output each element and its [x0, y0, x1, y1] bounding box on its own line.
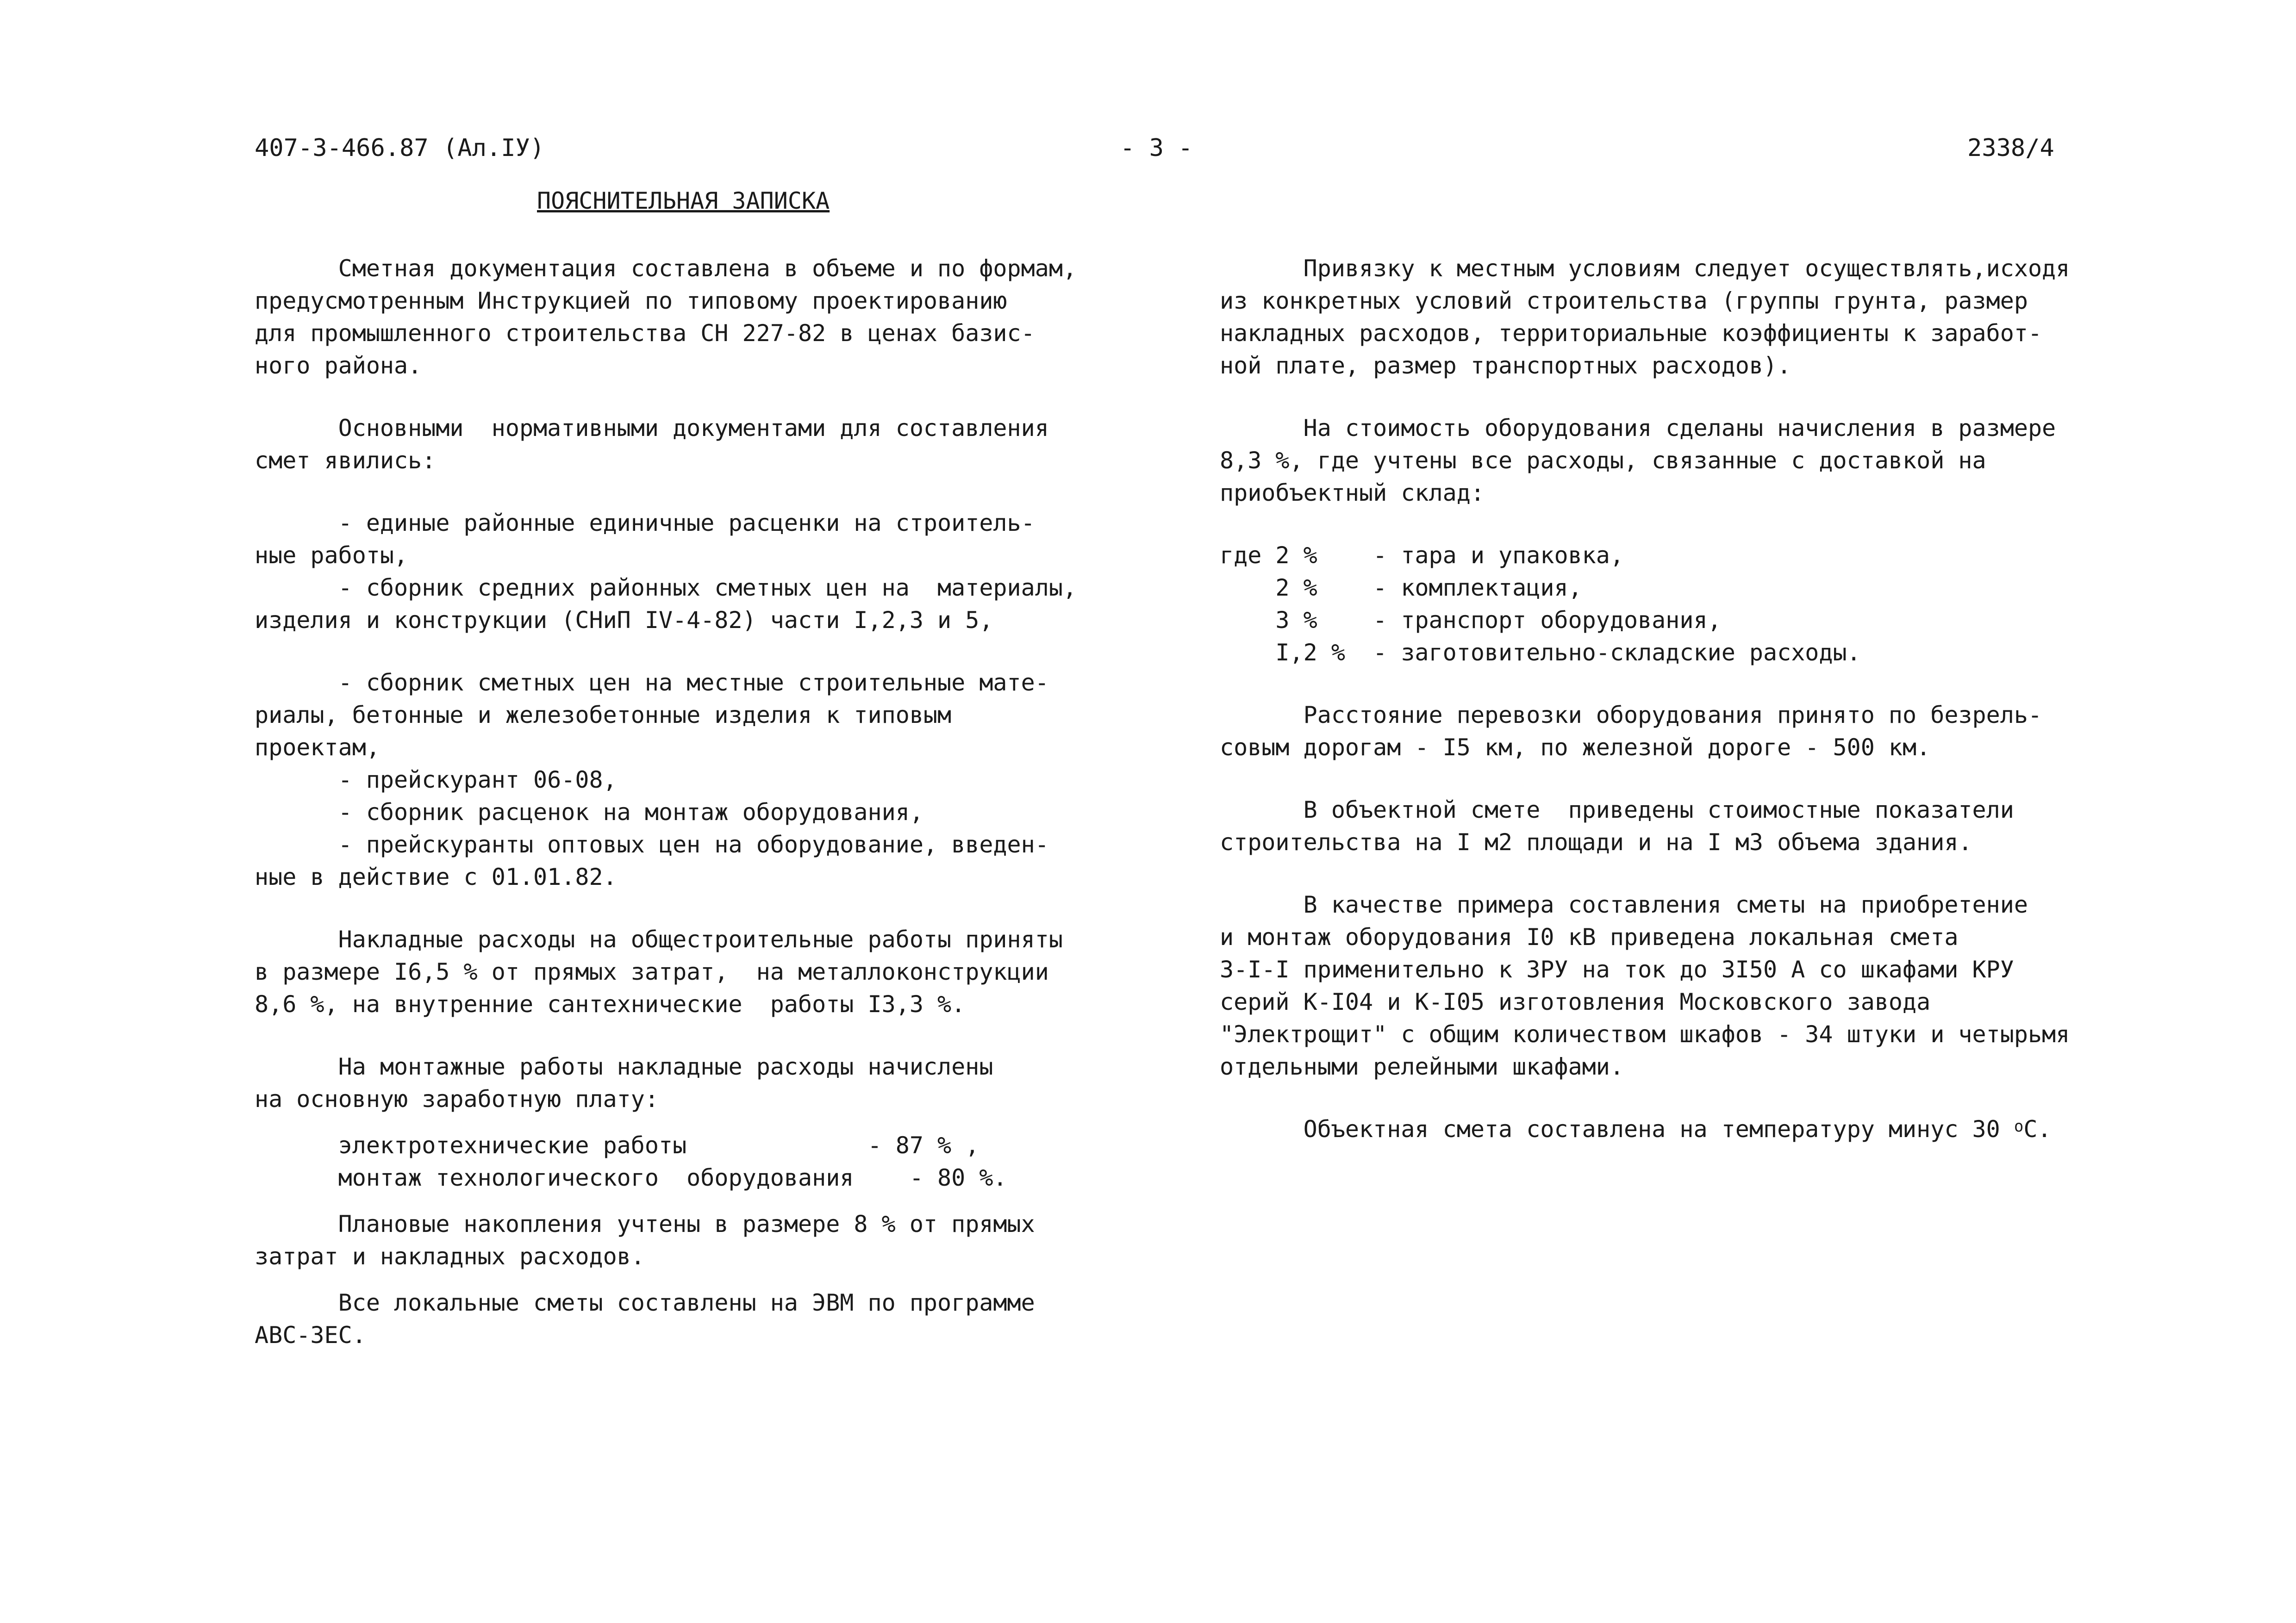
paragraph-transport-distance [1220, 699, 2085, 764]
text-line: Расстояние перевозки оборудования принято по безрель- [1220, 702, 2042, 728]
text-line: "Электрощит" с общим количеством шкафов - 34 штуки и четырьмя [1220, 1021, 2070, 1048]
text-line: электротехнические работы - 87 % , [255, 1132, 980, 1159]
text-line: ные работы, [255, 542, 408, 569]
paragraph-example-estimate [1220, 889, 2085, 1083]
text-line: смет явились: [255, 447, 436, 474]
text-line: I,2 % - заготовительно-складские расходы. [1220, 639, 1861, 666]
text-line: приобъектный склад: [1220, 479, 1485, 506]
paragraph-installation-overhead [255, 1051, 1042, 1115]
text-line: из конкретных условий строительства (группы грунта, размер [1220, 287, 2028, 314]
text-line: на основную заработную плату: [255, 1086, 659, 1113]
paragraph-estimate-docs [255, 252, 1077, 382]
paragraph-normative-docs [255, 412, 1049, 477]
list-normative-docs-2 [255, 666, 1049, 893]
text-line: Накладные расходы на общестроительные работы приняты [255, 926, 1063, 953]
text-line: Привязку к местным условиям следует осуществлять,исходя [1220, 255, 2070, 282]
text-line: На стоимость оборудования сделаны начисления в размере [1220, 415, 2056, 442]
list-charge-breakdown [1220, 539, 2085, 669]
paragraph-temperature [1220, 1113, 2085, 1145]
text-line: 2 % - комплектация, [1220, 574, 1582, 601]
text-line: - прейскуранты оптовых цен на оборудование, введен- [255, 831, 1049, 858]
left-column [255, 252, 1077, 1351]
text-line: - прейскурант 06-08, [255, 766, 617, 793]
text-line: Основными нормативными документами для составления [255, 415, 1049, 442]
text-line: В объектной смете приведены стоимостные показатели [1220, 796, 2014, 823]
paragraph-local-conditions [1220, 252, 2085, 382]
degree-sign: о [2014, 1117, 2024, 1136]
sheet-code: 2338/4 [1967, 134, 2054, 162]
text-line: 3 % - транспорт оборудования, [1220, 607, 1722, 634]
text-line: - сборник расценок на монтаж оборудования, [255, 799, 923, 826]
text-line: ной плате, размер транспортных расходов). [1220, 352, 1791, 379]
paragraph-computer-estimates [255, 1287, 1042, 1351]
text-line: Сметная документация составлена в объеме и по формам, [255, 255, 1077, 282]
text-line: 8,6 %, на внутренние сантехнические работы I3,3 %. [255, 991, 966, 1018]
text-line: ного района. [255, 352, 422, 379]
text-line: строительства на I м2 площади и на I м3 объема здания. [1220, 829, 1972, 856]
text-line: - единые районные единичные расценки на строитель- [255, 510, 1035, 536]
paragraph-object-estimate [1220, 794, 2085, 858]
text-line: отдельными релейными шкафами. [1220, 1053, 1624, 1080]
text-line: проектам, [255, 734, 380, 761]
text-line: и монтаж оборудования I0 кВ приведена локальная смета [1220, 924, 1959, 951]
text-line: Плановые накопления учтены в размере 8 % от прямых [255, 1211, 1035, 1237]
text-line: накладных расходов, территориальные коэффициенты к заработ- [1220, 320, 2042, 347]
text-line: предусмотренным Инструкцией по типовому проектированию [255, 287, 1007, 314]
paragraph-overhead-costs [255, 923, 1063, 1020]
page-number: - 3 - [1120, 134, 1193, 162]
text-line: для промышленного строительства СН 227-82 в ценах базис- [255, 320, 1035, 347]
list-normative-docs-1 [255, 507, 1077, 636]
text-line: ные в действие с 01.01.82. [255, 864, 617, 890]
paragraph-planned-savings [255, 1208, 1042, 1273]
text-line: 3-I-I применительно к ЗРУ на ток до 3I50 А со шкафами КРУ [1220, 956, 2014, 983]
text-line: затрат и накладных расходов. [255, 1243, 645, 1270]
text-line: серий К-I04 и К-I05 изготовления Московского завода [1220, 989, 1931, 1015]
document-code: 407-3-466.87 (Ал.IУ) [255, 134, 545, 162]
right-column [1220, 252, 2085, 1145]
text-line: АВС-3ЕС. [255, 1322, 366, 1349]
text-line: На монтажные работы накладные расходы начислены [255, 1053, 993, 1080]
text-line: - сборник средних районных сметных цен на материалы, [255, 574, 1077, 601]
text-line: 8,3 %, где учтены все расходы, связанные с доставкой на [1220, 447, 1986, 474]
temperature-text: Объектная смета составлена на температуру минус 30 [1220, 1116, 2014, 1143]
text-line: риалы, бетонные и железобетонные изделия к типовым [255, 702, 952, 728]
text-line: - сборник сметных цен на местные строительные мате- [255, 669, 1049, 696]
page-title: ПОЯСНИТЕЛЬНАЯ ЗАПИСКА [537, 187, 830, 214]
text-line: В качестве примера составления сметы на приобретение [1220, 891, 2028, 918]
text-line: Все локальные сметы составлены на ЭВМ по программе [255, 1289, 1035, 1316]
text-line: монтаж технологического оборудования - 80 %. [255, 1164, 1007, 1191]
text-line: изделия и конструкции (СНиП IV-4-82) части I,2,3 и 5, [255, 607, 993, 634]
text-line: где 2 % - тара и упаковка, [1220, 542, 1624, 569]
text-line: в размере I6,5 % от прямых затрат, на металлоконструкции [255, 958, 1049, 985]
paragraph-equipment-charges [1220, 412, 2085, 509]
list-overhead-rates [255, 1129, 1042, 1194]
text-line: совым дорогам - I5 км, по железной дороге - 500 км. [1220, 734, 1931, 761]
temperature-unit: С. [2023, 1116, 2052, 1143]
